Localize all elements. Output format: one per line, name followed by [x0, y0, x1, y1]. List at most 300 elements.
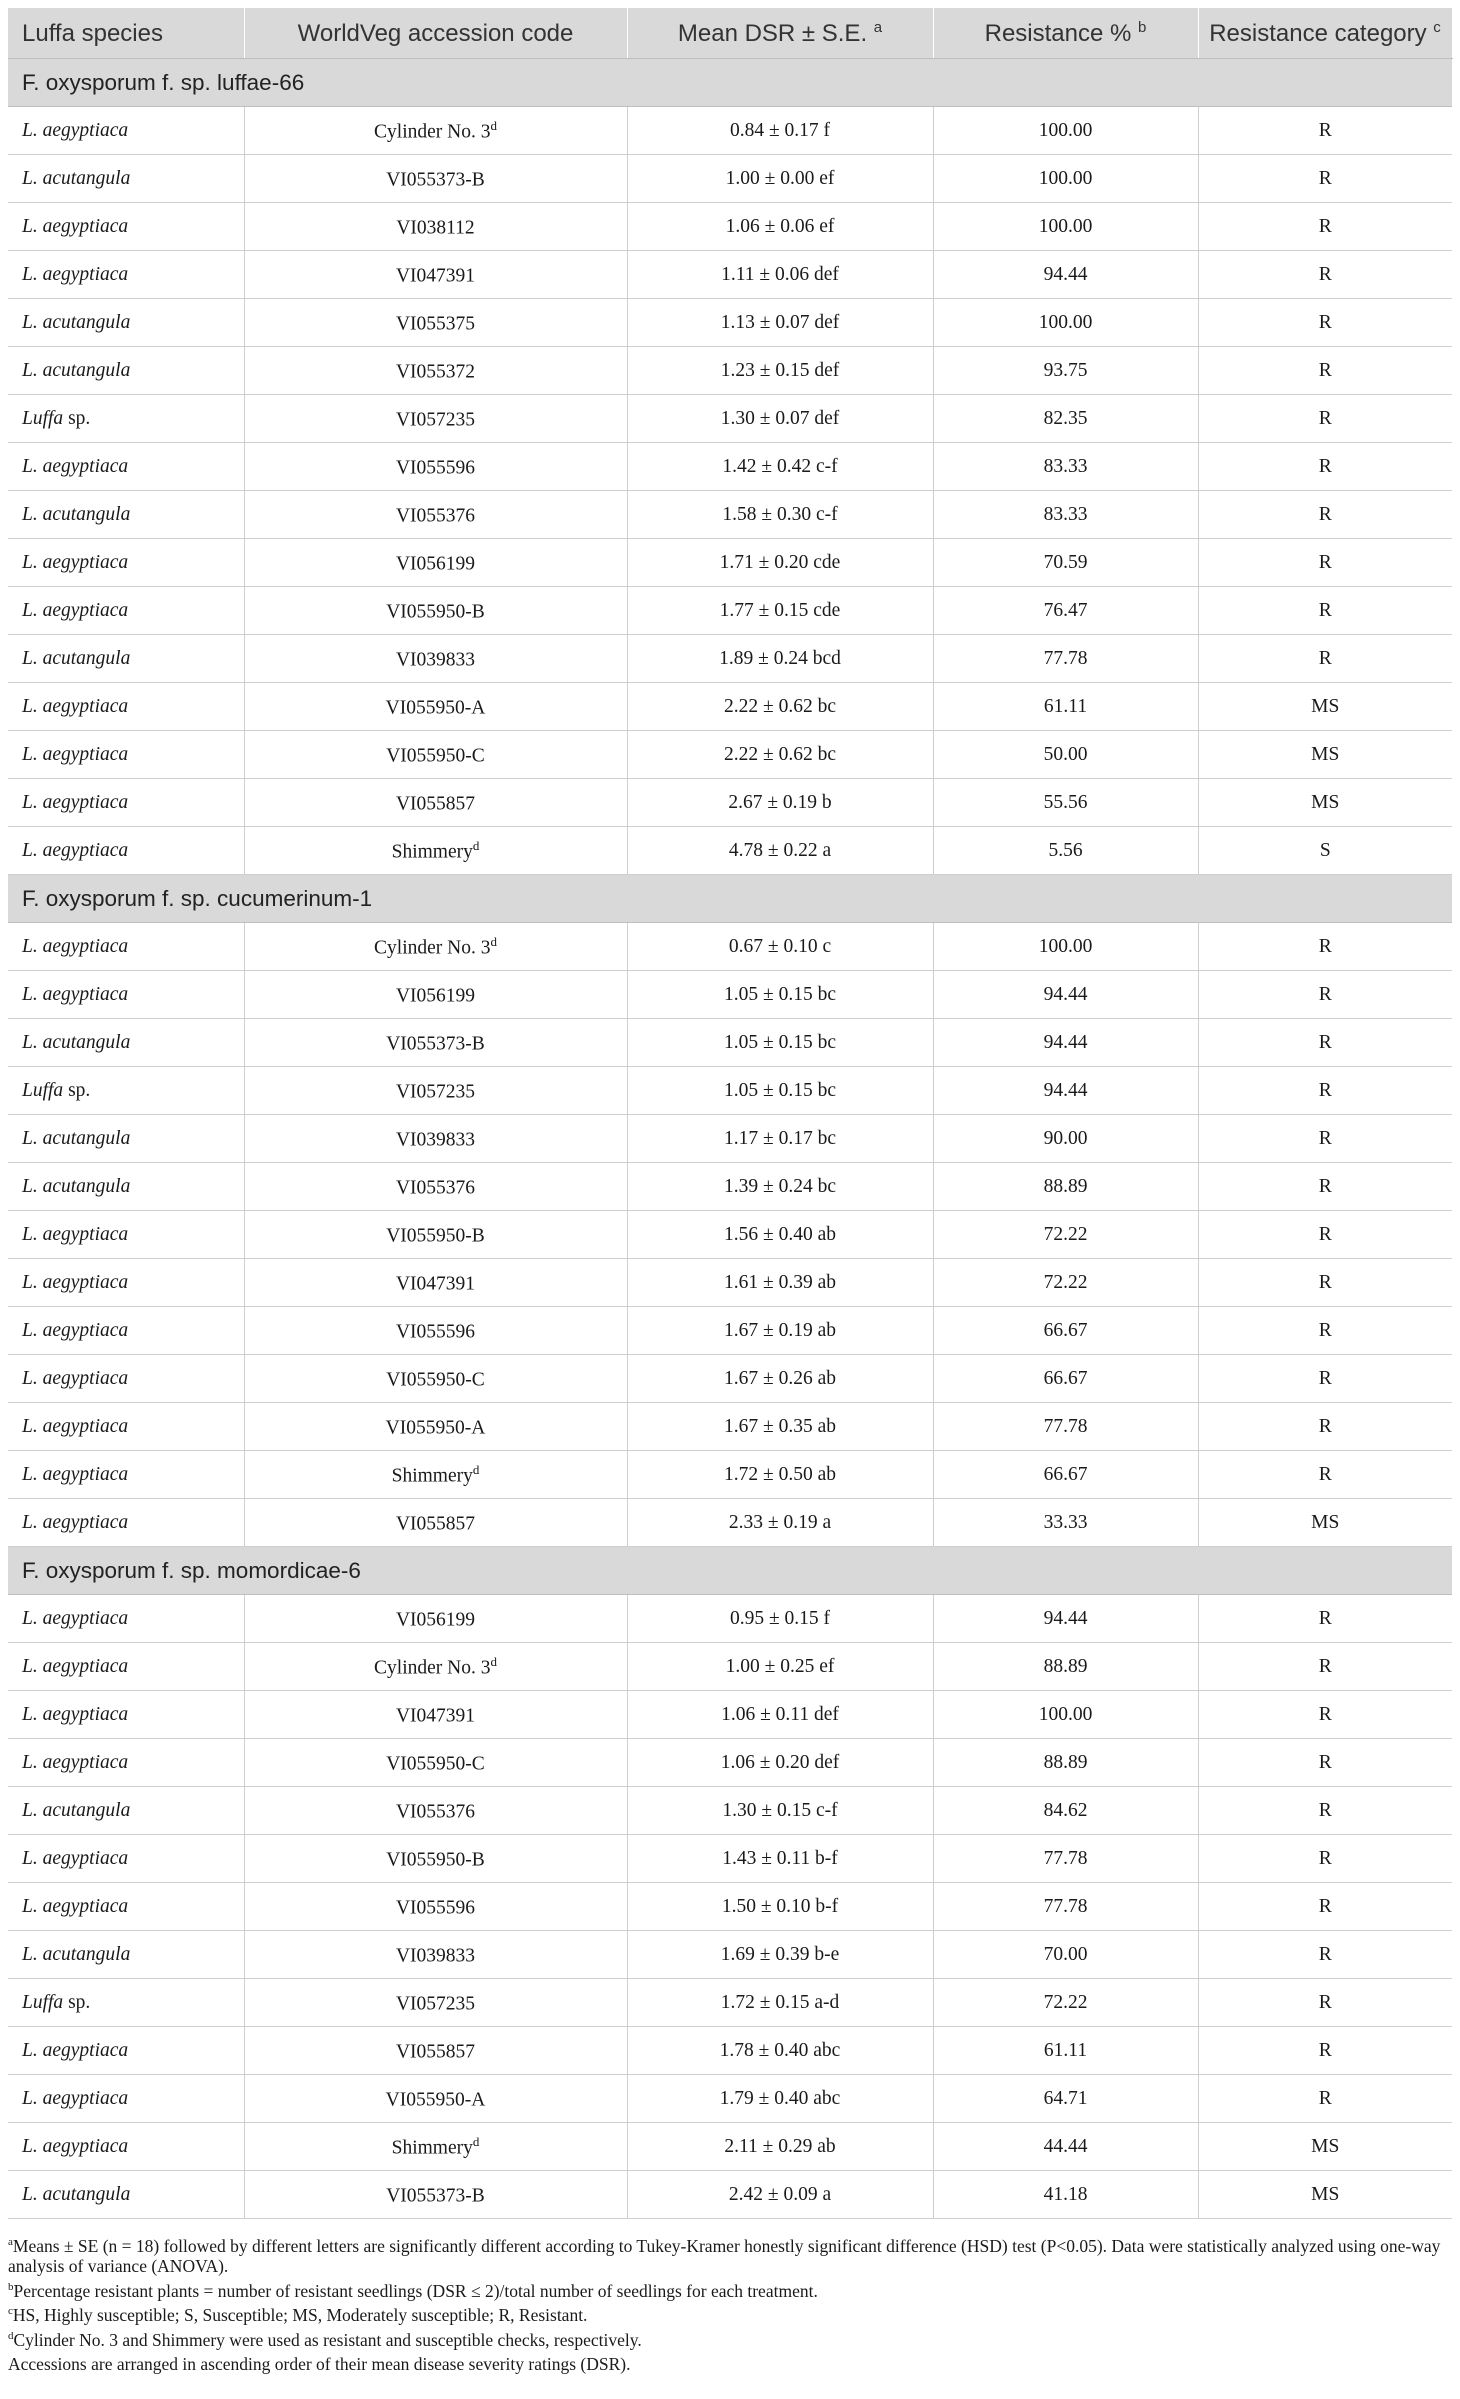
accession-code-cell	[244, 2075, 627, 2123]
species-name: L. aegyptiaca	[22, 1511, 129, 1533]
resistance-percent-cell: 70.59	[933, 539, 1198, 587]
footnote-mark: c	[8, 2305, 13, 2318]
accession-code: VI057235	[395, 409, 476, 431]
accession-code-cell	[244, 1019, 627, 1067]
resistance-percent-cell: 72.22	[933, 1259, 1198, 1307]
species-name: L. aegyptiaca	[22, 263, 129, 285]
accession-code: VI055596	[395, 1321, 476, 1343]
species-name: L. aegyptiaca	[22, 983, 129, 1005]
table-row	[8, 1403, 1452, 1451]
mean-dsr-cell: 1.58 ± 0.30 c-f	[627, 491, 933, 539]
species-cell	[8, 443, 244, 491]
table-row	[8, 491, 1452, 539]
species-name: L. aegyptiaca	[22, 1319, 129, 1341]
species-name: L. aegyptiaca	[22, 2039, 129, 2061]
mean-dsr-cell: 1.61 ± 0.39 ab	[627, 1259, 933, 1307]
mean-dsr-cell: 1.56 ± 0.40 ab	[627, 1211, 933, 1259]
accession-code: VI039833	[395, 1129, 476, 1151]
resistance-percent-cell: 61.11	[933, 683, 1198, 731]
mean-dsr-cell: 1.00 ± 0.25 ef	[627, 1643, 933, 1691]
species-cell	[8, 1979, 244, 2027]
resistance-percent-cell: 90.00	[933, 1115, 1198, 1163]
resistance-percent-cell: 94.44	[933, 251, 1198, 299]
species-cell	[8, 299, 244, 347]
accession-code-cell	[244, 155, 627, 203]
footnote	[8, 2232, 1452, 2277]
species-name: L. aegyptiaca	[22, 2087, 129, 2109]
accession-code-cell	[244, 1115, 627, 1163]
accession-code: VI055950-C	[386, 745, 485, 767]
species-suffix: sp.	[63, 407, 91, 429]
table-row	[8, 251, 1452, 299]
mean-dsr-cell: 2.22 ± 0.62 bc	[627, 731, 933, 779]
species-cell	[8, 1691, 244, 1739]
resistance-percent-cell: 70.00	[933, 1931, 1198, 1979]
table-row	[8, 2075, 1452, 2123]
accession-code-cell	[244, 1259, 627, 1307]
accession-code-cell	[244, 1163, 627, 1211]
species-name: L. aegyptiaca	[22, 791, 129, 813]
table-row	[8, 1595, 1452, 1643]
resistance-percent-cell: 77.78	[933, 1835, 1198, 1883]
column-header-species: Luffa species	[8, 8, 244, 59]
table-row	[8, 1691, 1452, 1739]
species-cell	[8, 347, 244, 395]
resistance-percent-cell: 100.00	[933, 155, 1198, 203]
accession-code-cell	[244, 635, 627, 683]
resistance-category-cell: MS	[1198, 731, 1452, 779]
resistance-category-cell: R	[1198, 1835, 1452, 1883]
species-cell	[8, 1883, 244, 1931]
group-title: F. oxysporum f. sp. cucumerinum-1	[8, 875, 1452, 923]
species-cell	[8, 1211, 244, 1259]
accession-code: VI055376	[395, 1801, 476, 1823]
resistance-category-cell: MS	[1198, 1499, 1452, 1547]
species-cell	[8, 923, 244, 971]
species-cell	[8, 2075, 244, 2123]
accession-code-cell	[244, 1883, 627, 1931]
species-name: L. aegyptiaca	[22, 1271, 129, 1293]
mean-dsr-cell: 1.05 ± 0.15 bc	[627, 1019, 933, 1067]
footnote-text: HS, Highly susceptible; S, Susceptible; MS, Moderately susceptible; R, Resistant.	[12, 2305, 588, 2326]
resistance-percent-cell: 77.78	[933, 1403, 1198, 1451]
accession-code: VI055376	[395, 1177, 476, 1199]
table-row	[8, 539, 1452, 587]
table-row	[8, 1115, 1452, 1163]
species-name: L. aegyptiaca	[22, 1415, 129, 1437]
accession-code: VI055857	[395, 2041, 476, 2063]
resistance-percent-cell: 100.00	[933, 107, 1198, 155]
accession-code: VI039833	[395, 1945, 476, 1967]
table-row	[8, 971, 1452, 1019]
resistance-category-cell: R	[1198, 1067, 1452, 1115]
mean-dsr-cell: 2.11 ± 0.29 ab	[627, 2123, 933, 2171]
mean-dsr-cell: 0.67 ± 0.10 c	[627, 923, 933, 971]
column-header-resistance-percent: Resistance % $^b$	[933, 8, 1198, 59]
accession-code-cell	[244, 251, 627, 299]
resistance-category-cell: R	[1198, 491, 1452, 539]
table-row	[8, 2171, 1452, 2219]
species-name: Luffa	[22, 1991, 64, 2013]
species-name: L. acutangula	[22, 647, 131, 669]
resistance-category-cell: MS	[1198, 683, 1452, 731]
resistance-percent-cell: 66.67	[933, 1451, 1198, 1499]
resistance-table	[8, 8, 1453, 2219]
accession-code: VI055950-B	[386, 1849, 485, 1871]
resistance-percent-cell: 93.75	[933, 347, 1198, 395]
footnote	[8, 2326, 1452, 2350]
table-row	[8, 1499, 1452, 1547]
accession-code-cell	[244, 1067, 627, 1115]
table-row	[8, 2027, 1452, 2075]
accession-code-cell	[244, 491, 627, 539]
resistance-percent-cell: 66.67	[933, 1307, 1198, 1355]
accession-code-cell	[244, 299, 627, 347]
resistance-percent-cell: 61.11	[933, 2027, 1198, 2075]
species-cell	[8, 1403, 244, 1451]
species-cell	[8, 779, 244, 827]
accession-code-cell	[244, 203, 627, 251]
mean-dsr-cell: 1.23 ± 0.15 def	[627, 347, 933, 395]
resistance-percent-cell: 44.44	[933, 2123, 1198, 2171]
species-cell	[8, 2171, 244, 2219]
column-header-mean-dsr: Mean DSR ± S.E. $^a$	[627, 8, 933, 59]
species-cell	[8, 827, 244, 875]
species-cell	[8, 683, 244, 731]
resistance-percent-cell: 66.67	[933, 1355, 1198, 1403]
species-name: Luffa	[22, 407, 64, 429]
resistance-percent-cell: 100.00	[933, 923, 1198, 971]
species-cell	[8, 1931, 244, 1979]
species-cell	[8, 2027, 244, 2075]
accession-code: Cylinder No. 3	[374, 1657, 491, 1679]
footnote-mark: a	[8, 2236, 13, 2248]
resistance-percent-cell: 94.44	[933, 1595, 1198, 1643]
table-row	[8, 827, 1452, 875]
table-row	[8, 1787, 1452, 1835]
footnote	[8, 2277, 1452, 2301]
accession-code-cell	[244, 1499, 627, 1547]
species-name: L. aegyptiaca	[22, 599, 129, 621]
mean-dsr-cell: 1.06 ± 0.20 def	[627, 1739, 933, 1787]
resistance-percent-cell: 55.56	[933, 779, 1198, 827]
species-name: L. aegyptiaca	[22, 2135, 129, 2157]
mean-dsr-cell: 1.71 ± 0.20 cde	[627, 539, 933, 587]
accession-code-cell	[244, 443, 627, 491]
mean-dsr-cell: 1.50 ± 0.10 b-f	[627, 1883, 933, 1931]
resistance-percent-cell: 100.00	[933, 299, 1198, 347]
species-name: L. acutangula	[22, 1943, 131, 1965]
resistance-category-cell: R	[1198, 347, 1452, 395]
mean-dsr-cell: 1.72 ± 0.15 a-d	[627, 1979, 933, 2027]
accession-code: Shimmery	[391, 2137, 473, 2159]
species-cell	[8, 1499, 244, 1547]
resistance-percent-cell: 83.33	[933, 443, 1198, 491]
accession-code-cell	[244, 1643, 627, 1691]
species-name: L. aegyptiaca	[22, 1895, 129, 1917]
mean-dsr-cell: 1.30 ± 0.07 def	[627, 395, 933, 443]
species-name: L. acutangula	[22, 1175, 131, 1197]
accession-code: VI055950-A	[385, 697, 486, 719]
mean-dsr-cell: 1.05 ± 0.15 bc	[627, 1067, 933, 1115]
column-header-accession-code: WorldVeg accession code	[244, 8, 627, 59]
species-name: L. acutangula	[22, 1799, 131, 1821]
mean-dsr-cell: 1.13 ± 0.07 def	[627, 299, 933, 347]
accession-code: VI055372	[395, 361, 476, 383]
resistance-category-cell: R	[1198, 1403, 1452, 1451]
table-row	[8, 347, 1452, 395]
accession-code-cell	[244, 587, 627, 635]
resistance-category-cell: R	[1198, 539, 1452, 587]
group-header-row	[8, 875, 1452, 923]
accession-code: VI055857	[395, 1513, 476, 1535]
accession-code: VI055373-B	[386, 2185, 485, 2207]
mean-dsr-cell: 1.00 ± 0.00 ef	[627, 155, 933, 203]
species-name: L. aegyptiaca	[22, 1607, 129, 1629]
mean-dsr-cell: 1.67 ± 0.19 ab	[627, 1307, 933, 1355]
accession-code-cell	[244, 1451, 627, 1499]
resistance-category-cell: S	[1198, 827, 1452, 875]
resistance-category-cell: R	[1198, 251, 1452, 299]
footnote-mark: d	[8, 2329, 14, 2342]
species-name: L. acutangula	[22, 1031, 131, 1053]
accession-code: VI055950-C	[386, 1753, 485, 1775]
table-row	[8, 299, 1452, 347]
accession-code: Cylinder No. 3	[374, 937, 491, 959]
accession-code-cell	[244, 1403, 627, 1451]
accession-code-cell	[244, 2171, 627, 2219]
species-cell	[8, 1259, 244, 1307]
species-cell	[8, 1739, 244, 1787]
species-cell	[8, 155, 244, 203]
accession-code: VI056199	[395, 985, 476, 1007]
mean-dsr-cell: 1.43 ± 0.11 b-f	[627, 1835, 933, 1883]
accession-code: VI055857	[395, 793, 476, 815]
table-row	[8, 731, 1452, 779]
species-cell	[8, 395, 244, 443]
resistance-percent-cell: 64.71	[933, 2075, 1198, 2123]
resistance-percent-cell: 83.33	[933, 491, 1198, 539]
species-name: L. aegyptiaca	[22, 839, 129, 861]
resistance-percent-cell: 100.00	[933, 203, 1198, 251]
resistance-percent-cell: 77.78	[933, 635, 1198, 683]
accession-code-cell	[244, 1979, 627, 2027]
table-row	[8, 635, 1452, 683]
accession-code: VI055950-B	[386, 601, 485, 623]
species-cell	[8, 1307, 244, 1355]
species-name: L. acutangula	[22, 359, 131, 381]
resistance-category-cell: R	[1198, 395, 1452, 443]
mean-dsr-cell: 1.77 ± 0.15 cde	[627, 587, 933, 635]
species-name: L. acutangula	[22, 1127, 131, 1149]
table-row	[8, 683, 1452, 731]
species-name: Luffa	[22, 1079, 64, 1101]
accession-code-cell	[244, 731, 627, 779]
species-name: L. aegyptiaca	[22, 1655, 129, 1677]
footnote	[8, 2350, 1452, 2374]
table-row	[8, 1019, 1452, 1067]
mean-dsr-cell: 1.06 ± 0.06 ef	[627, 203, 933, 251]
table-row	[8, 1451, 1452, 1499]
resistance-category-cell: R	[1198, 1115, 1452, 1163]
table-row	[8, 923, 1452, 971]
table-row	[8, 587, 1452, 635]
resistance-category-cell: R	[1198, 1019, 1452, 1067]
species-name: L. acutangula	[22, 167, 131, 189]
resistance-percent-cell: 41.18	[933, 2171, 1198, 2219]
accession-code-cell	[244, 2123, 627, 2171]
species-cell	[8, 539, 244, 587]
mean-dsr-cell: 2.22 ± 0.62 bc	[627, 683, 933, 731]
resistance-category-cell: R	[1198, 1691, 1452, 1739]
species-cell	[8, 1787, 244, 1835]
accession-code: VI055376	[395, 505, 476, 527]
table-row	[8, 779, 1452, 827]
check-footnote-mark: d	[472, 1461, 480, 1477]
species-name: L. aegyptiaca	[22, 695, 129, 717]
table-row	[8, 1883, 1452, 1931]
accession-code-cell	[244, 1211, 627, 1259]
mean-dsr-cell: 1.39 ± 0.24 bc	[627, 1163, 933, 1211]
species-name: L. aegyptiaca	[22, 1703, 129, 1725]
species-name: L. aegyptiaca	[22, 1847, 129, 1869]
table-row	[8, 1931, 1452, 1979]
table-body	[8, 59, 1452, 2219]
group-header-row	[8, 1547, 1452, 1595]
resistance-category-cell: R	[1198, 1739, 1452, 1787]
table-header	[8, 8, 1452, 59]
table-row	[8, 2123, 1452, 2171]
accession-code-cell	[244, 395, 627, 443]
accession-code: VI055373-B	[386, 1033, 485, 1055]
species-name: L. acutangula	[22, 503, 131, 525]
accession-code-cell	[244, 923, 627, 971]
resistance-category-cell: R	[1198, 1259, 1452, 1307]
accession-code: VI055950-A	[385, 1417, 486, 1439]
accession-code: VI056199	[395, 553, 476, 575]
species-cell	[8, 1451, 244, 1499]
footnote	[8, 2301, 1452, 2325]
footnote-text: Means ± SE (n = 18) followed by different letters are significantly different according to Tukey-Kramer honestly significant difference (HSD) test (P<0.05). Data were statistically analyzed using one-way analysis of variance (ANOVA).	[8, 2235, 1441, 2277]
table-footnotes	[8, 2232, 1452, 2375]
mean-dsr-cell: 1.67 ± 0.35 ab	[627, 1403, 933, 1451]
species-cell	[8, 2123, 244, 2171]
table-page	[8, 8, 1452, 2375]
resistance-percent-cell: 50.00	[933, 731, 1198, 779]
resistance-category-cell: R	[1198, 1163, 1452, 1211]
accession-code: VI055950-C	[386, 1369, 485, 1391]
accession-code: Shimmery	[391, 841, 473, 863]
resistance-category-cell: R	[1198, 971, 1452, 1019]
species-name: L. aegyptiaca	[22, 119, 129, 141]
resistance-percent-cell: 88.89	[933, 1643, 1198, 1691]
accession-code-cell	[244, 1931, 627, 1979]
accession-code: VI055596	[395, 457, 476, 479]
group-title: F. oxysporum f. sp. momordicae-6	[8, 1547, 1452, 1595]
resistance-category-cell: R	[1198, 1643, 1452, 1691]
resistance-percent-cell: 77.78	[933, 1883, 1198, 1931]
accession-code: VI047391	[395, 265, 476, 287]
accession-code: VI047391	[395, 1705, 476, 1727]
table-row	[8, 1355, 1452, 1403]
table-row	[8, 1067, 1452, 1115]
species-name: L. acutangula	[22, 311, 131, 333]
species-cell	[8, 1643, 244, 1691]
accession-code: VI047391	[395, 1273, 476, 1295]
species-name: L. aegyptiaca	[22, 1463, 129, 1485]
footnote-text: Percentage resistant plants = number of resistant seedlings (DSR ≤ 2)/total number of seedlings for each treatment.	[13, 2280, 818, 2301]
accession-code: VI056199	[395, 1609, 476, 1631]
accession-code: VI055950-A	[385, 2089, 486, 2111]
table-row	[8, 1739, 1452, 1787]
group-title: F. oxysporum f. sp. luffae-66	[8, 59, 1452, 107]
table-row	[8, 443, 1452, 491]
species-cell	[8, 1067, 244, 1115]
species-cell	[8, 635, 244, 683]
check-footnote-mark: d	[490, 933, 497, 949]
table-row	[8, 107, 1452, 155]
mean-dsr-cell: 1.06 ± 0.11 def	[627, 1691, 933, 1739]
accession-code-cell	[244, 1691, 627, 1739]
table-row	[8, 1643, 1452, 1691]
mean-dsr-cell: 2.42 ± 0.09 a	[627, 2171, 933, 2219]
mean-dsr-cell: 1.69 ± 0.39 b-e	[627, 1931, 933, 1979]
mean-dsr-cell: 1.42 ± 0.42 c-f	[627, 443, 933, 491]
species-cell	[8, 587, 244, 635]
mean-dsr-cell: 1.72 ± 0.50 ab	[627, 1451, 933, 1499]
table-row	[8, 1979, 1452, 2027]
species-name: L. aegyptiaca	[22, 1751, 129, 1773]
accession-code-cell	[244, 1355, 627, 1403]
resistance-percent-cell: 88.89	[933, 1163, 1198, 1211]
resistance-category-cell: R	[1198, 1451, 1452, 1499]
resistance-percent-cell: 94.44	[933, 971, 1198, 1019]
accession-code-cell	[244, 971, 627, 1019]
resistance-category-cell: R	[1198, 443, 1452, 491]
table-row	[8, 155, 1452, 203]
resistance-category-cell: R	[1198, 203, 1452, 251]
mean-dsr-cell: 4.78 ± 0.22 a	[627, 827, 933, 875]
resistance-percent-cell: 72.22	[933, 1979, 1198, 2027]
resistance-percent-cell: 33.33	[933, 1499, 1198, 1547]
table-row	[8, 1259, 1452, 1307]
group-header-row	[8, 59, 1452, 107]
table-row	[8, 203, 1452, 251]
mean-dsr-cell: 1.17 ± 0.17 bc	[627, 1115, 933, 1163]
accession-code: VI039833	[395, 649, 476, 671]
resistance-percent-cell: 76.47	[933, 587, 1198, 635]
mean-dsr-cell: 1.79 ± 0.40 abc	[627, 2075, 933, 2123]
accession-code-cell	[244, 347, 627, 395]
species-cell	[8, 731, 244, 779]
species-name: L. aegyptiaca	[22, 1223, 129, 1245]
mean-dsr-cell: 2.33 ± 0.19 a	[627, 1499, 933, 1547]
species-cell	[8, 1595, 244, 1643]
footnote-text: Cylinder No. 3 and Shimmery were used as resistant and susceptible checks, respectively.	[13, 2329, 642, 2350]
species-cell	[8, 1835, 244, 1883]
mean-dsr-cell: 1.89 ± 0.24 bcd	[627, 635, 933, 683]
accession-code-cell	[244, 779, 627, 827]
resistance-category-cell: R	[1198, 107, 1452, 155]
accession-code-cell	[244, 683, 627, 731]
resistance-percent-cell: 100.00	[933, 1691, 1198, 1739]
mean-dsr-cell: 1.78 ± 0.40 abc	[627, 2027, 933, 2075]
species-name: L. aegyptiaca	[22, 935, 129, 957]
mean-dsr-cell: 0.84 ± 0.17 f	[627, 107, 933, 155]
resistance-percent-cell: 84.62	[933, 1787, 1198, 1835]
table-row	[8, 1835, 1452, 1883]
species-cell	[8, 491, 244, 539]
